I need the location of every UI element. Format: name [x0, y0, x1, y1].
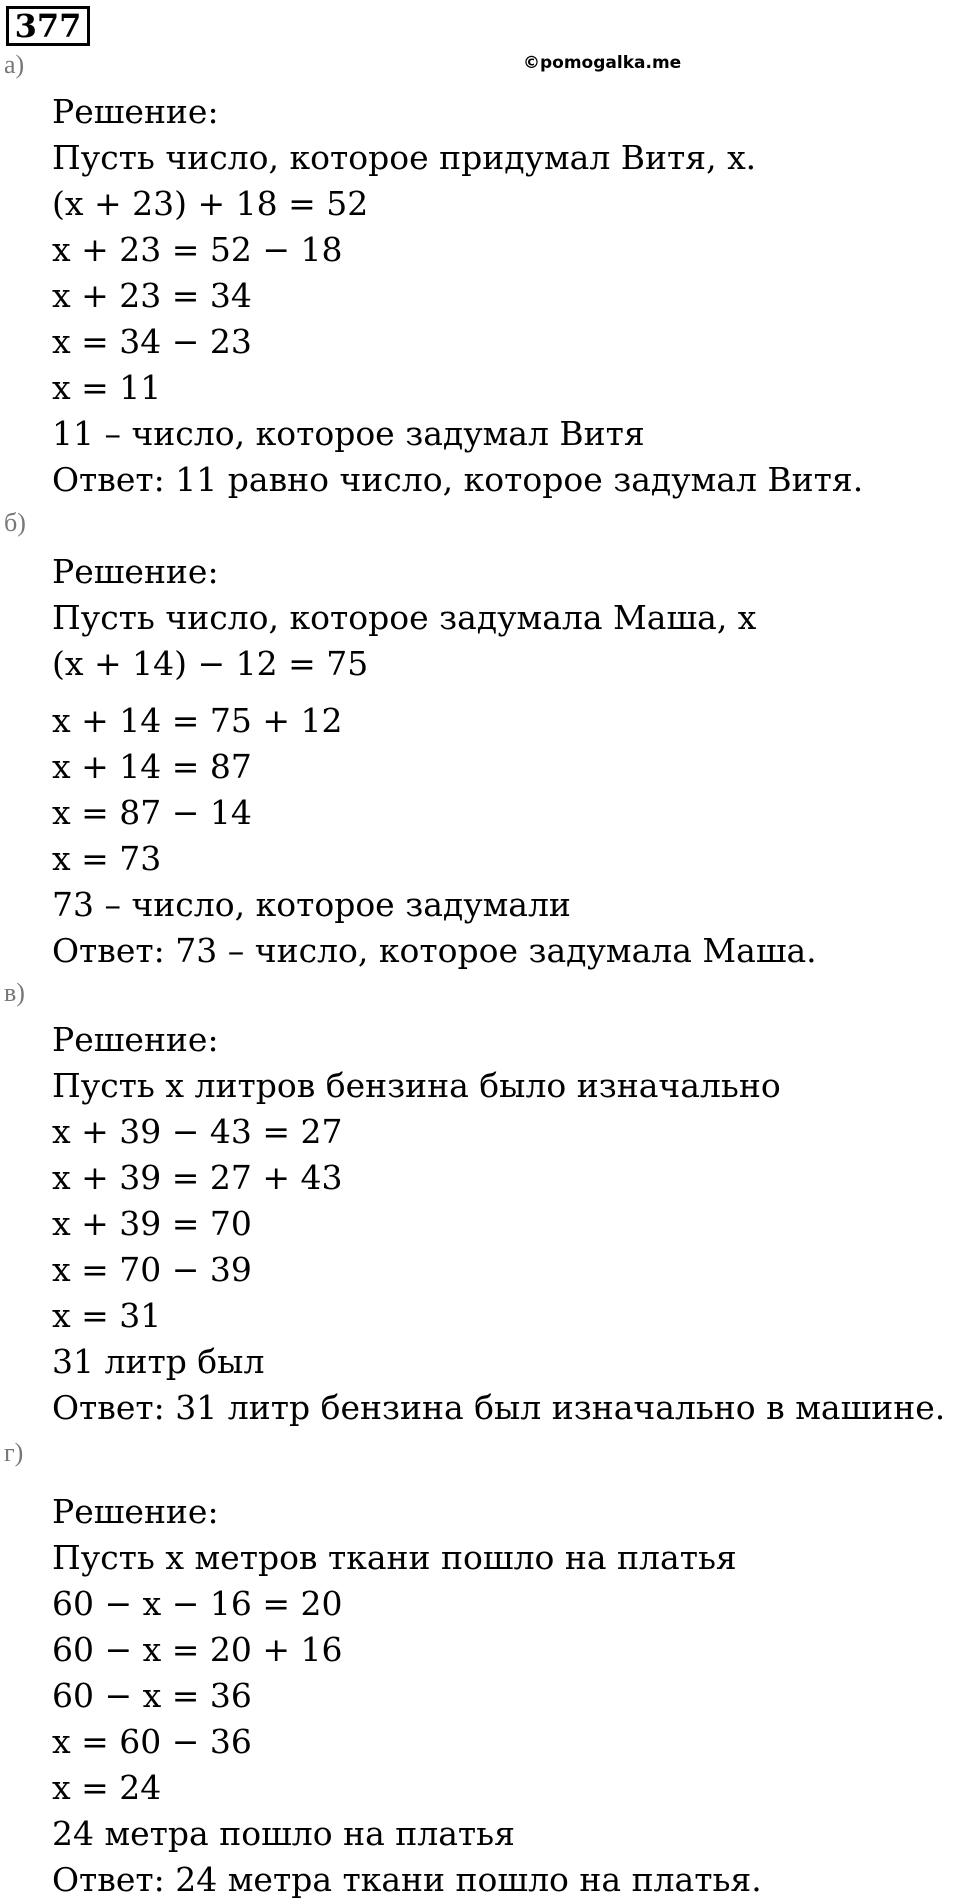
equation-line: x = 24	[52, 1768, 162, 1807]
solution-line: 31 литр был	[52, 1342, 265, 1381]
answer-line: Ответ: 24 метра ткани пошло на платья.	[52, 1860, 762, 1899]
equation-line: (x + 14) − 12 = 75	[52, 644, 369, 683]
solution-heading: Решение:	[52, 1020, 219, 1059]
equation-line: x + 14 = 75 + 12	[52, 701, 343, 740]
solution-line: 11 – число, которое задумал Витя	[52, 414, 645, 453]
equation-line: x = 70 − 39	[52, 1250, 252, 1289]
answer-line: Ответ: 11 равно число, которое задумал Витя.	[52, 460, 864, 499]
watermark: ©pomogalka.me	[523, 53, 682, 73]
part-label-v: в)	[4, 978, 25, 1007]
solution-heading: Решение:	[52, 552, 219, 591]
equation-line: x = 87 − 14	[52, 793, 252, 832]
equation-line: x = 31	[52, 1296, 162, 1335]
solution-line: Пусть x метров ткани пошло на платья	[52, 1538, 737, 1577]
equation-line: x + 39 − 43 = 27	[52, 1112, 343, 1151]
problem-number: 377	[6, 6, 90, 46]
solution-line: 24 метра пошло на платья	[52, 1814, 515, 1853]
equation-line: x = 34 − 23	[52, 322, 252, 361]
solution-line: Пусть x литров бензина было изначально	[52, 1066, 781, 1105]
part-label-a: а)	[4, 50, 25, 79]
solution-line: Пусть число, которое придумал Витя, x.	[52, 138, 757, 177]
equation-line: x + 23 = 34	[52, 276, 252, 315]
equation-line: (x + 23) + 18 = 52	[52, 184, 369, 223]
answer-line: Ответ: 31 литр бензина был изначально в машине.	[52, 1388, 946, 1427]
equation-line: 60 − x = 20 + 16	[52, 1630, 343, 1669]
equation-line: 60 − x − 16 = 20	[52, 1584, 343, 1623]
equation-line: x + 14 = 87	[52, 747, 252, 786]
part-label-b: б)	[4, 508, 26, 537]
solution-line: Пусть число, которое задумала Маша, x	[52, 598, 757, 637]
solution-heading: Решение:	[52, 92, 219, 131]
solution-heading: Решение:	[52, 1492, 219, 1531]
equation-line: x = 11	[52, 368, 162, 407]
equation-line: x = 73	[52, 839, 162, 878]
equation-line: x = 60 − 36	[52, 1722, 252, 1761]
equation-line: x + 39 = 70	[52, 1204, 252, 1243]
equation-line: 60 − x = 36	[52, 1676, 252, 1715]
equation-line: x + 23 = 52 − 18	[52, 230, 343, 269]
equation-line: x + 39 = 27 + 43	[52, 1158, 343, 1197]
answer-line: Ответ: 73 – число, которое задумала Маша.	[52, 931, 817, 970]
solution-line: 73 – число, которое задумали	[52, 885, 571, 924]
part-label-g: г)	[4, 1438, 24, 1467]
